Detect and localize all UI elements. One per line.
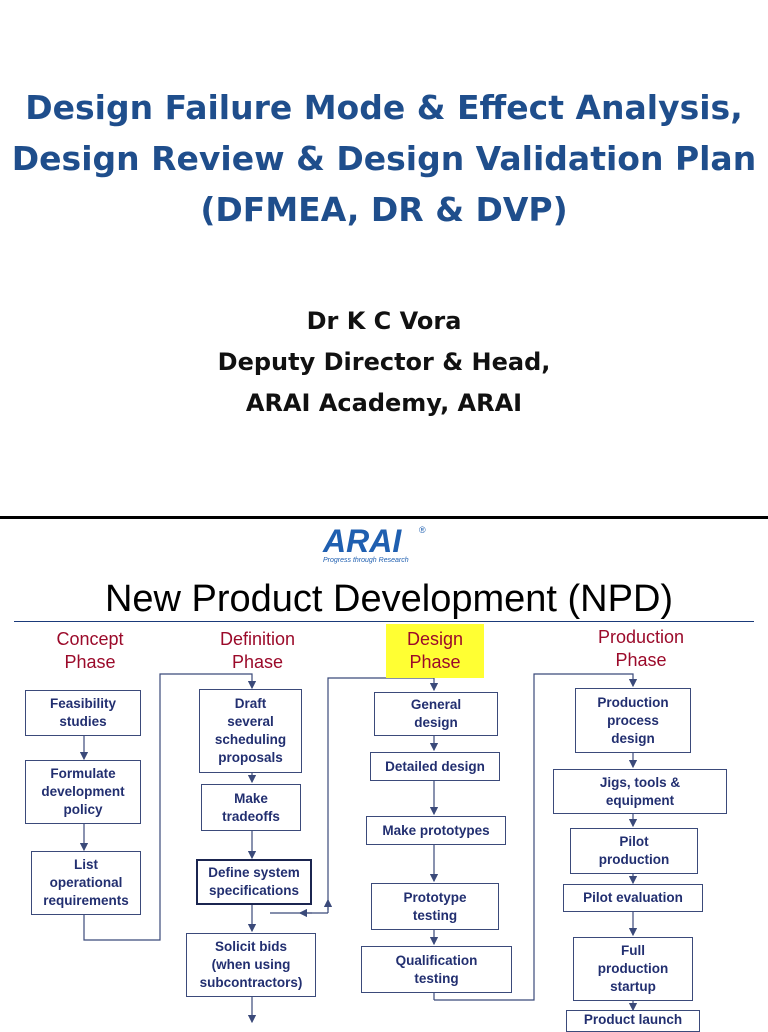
step-text: Product launch	[583, 1012, 683, 1027]
step-text: production	[597, 961, 669, 976]
step-text: specifications	[208, 883, 299, 898]
step-text: Formulate	[50, 766, 116, 781]
step-text: Full	[621, 943, 645, 958]
title-line-2: Design Review & Design Validation Plan	[11, 139, 757, 178]
step-text: Detailed design	[385, 758, 485, 774]
step-qualification-testing	[361, 946, 512, 993]
step-text: design	[414, 715, 458, 730]
step-list-requirements	[31, 851, 141, 915]
step-text: Solicit bids	[214, 939, 287, 954]
phase-definition-label-2: Phase	[231, 652, 284, 672]
step-text: testing	[412, 907, 458, 923]
step-detailed-design	[370, 752, 500, 781]
step-production-process-design	[575, 688, 691, 753]
step-text: development	[41, 784, 125, 799]
step-text: Define system	[208, 865, 300, 880]
step-pilot-production	[570, 828, 698, 874]
step-text: (when using	[211, 957, 291, 972]
phase-concept-label-2: Phase	[64, 652, 116, 672]
step-text: operational	[49, 875, 123, 890]
title-line-3: (DFMEA, DR & DVP)	[200, 190, 568, 229]
step-text: Draft	[234, 696, 267, 711]
step-text: studies	[59, 714, 107, 729]
phase-definition	[205, 628, 310, 674]
step-text: several	[227, 714, 274, 729]
author-role: Deputy Director & Head,	[217, 348, 551, 376]
step-text: production	[598, 852, 670, 867]
step-text: testing	[414, 970, 459, 986]
step-text: Qualification	[395, 952, 478, 968]
logo-tagline: Progress through Research	[323, 557, 409, 564]
step-text: policy	[63, 802, 103, 817]
phase-concept	[40, 628, 140, 674]
step-text: scheduling	[214, 732, 287, 747]
step-make-prototypes	[366, 816, 506, 845]
phase-production-label-1: Production	[597, 627, 685, 647]
author-name: Dr K C Vora	[306, 307, 462, 335]
registered-mark: ®	[419, 525, 426, 535]
phase-production-label-2: Phase	[615, 650, 667, 670]
phase-concept-label-1: Concept	[56, 629, 124, 649]
npd-title: New Product Development (NPD)	[104, 578, 674, 620]
phase-definition-label-1: Definition	[219, 629, 296, 649]
title-line-1: Design Failure Mode & Effect Analysis,	[25, 88, 743, 127]
step-text: Pilot	[619, 834, 649, 849]
step-jigs-tools-equipment	[553, 769, 727, 814]
step-text: design	[611, 730, 655, 746]
step-text: equipment	[605, 792, 675, 808]
step-make-tradeoffs	[201, 784, 301, 831]
phase-design-label-1: Design	[406, 629, 464, 649]
step-text: Prototype	[403, 889, 467, 905]
step-text: process	[607, 712, 659, 728]
step-text: Feasibility	[49, 696, 117, 711]
step-define-specifications	[196, 859, 312, 905]
step-text: Production	[597, 694, 669, 710]
step-solicit-bids	[186, 933, 316, 997]
step-text: Make	[234, 790, 268, 806]
logo-wordmark: ARAI	[323, 523, 402, 559]
step-product-launch	[566, 1010, 700, 1032]
step-text: General	[410, 697, 462, 712]
step-formulate-policy	[25, 760, 141, 824]
step-pilot-evaluation	[563, 884, 703, 912]
step-text: Pilot evaluation	[583, 890, 683, 905]
step-text: Jigs, tools &	[599, 774, 681, 790]
step-text: requirements	[43, 893, 129, 908]
step-full-production-startup	[573, 937, 693, 1001]
step-text: Make prototypes	[382, 822, 490, 838]
step-text: subcontractors)	[199, 975, 303, 990]
phase-design-highlighted	[386, 624, 484, 678]
step-text: startup	[610, 979, 656, 994]
step-text: proposals	[218, 750, 283, 765]
step-text: tradeoffs	[222, 808, 280, 824]
step-prototype-testing	[371, 883, 499, 930]
step-draft-proposals	[199, 689, 302, 773]
step-text: List	[73, 857, 98, 872]
step-general-design	[374, 692, 498, 736]
phase-production	[582, 626, 700, 672]
step-feasibility-studies	[25, 690, 141, 736]
phase-design-label-2: Phase	[409, 652, 461, 672]
author-org: ARAI Academy, ARAI	[245, 389, 523, 417]
